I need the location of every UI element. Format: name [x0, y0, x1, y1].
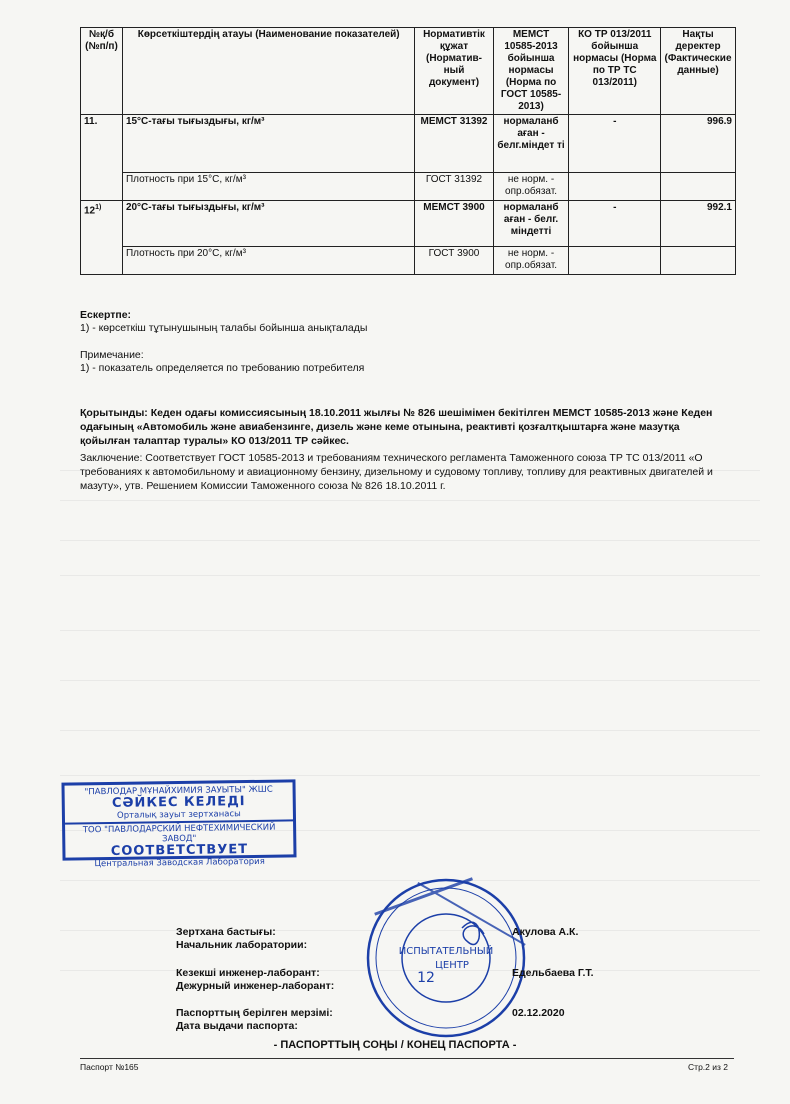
row-name-ru: Плотность при 15°С, кг/м³ [122, 173, 414, 201]
stamp-line-lab-kz: Орталық зауыт зертханасы [116, 809, 241, 821]
row-norm-kz: нормаланб аған - белг. міндетті [493, 201, 569, 247]
testing-center-round-stamp [364, 876, 528, 1040]
row-actual-value: 992.1 [661, 201, 736, 247]
issue-date-value: 02.12.2020 [512, 1007, 565, 1019]
stamp-line-conforms-ru: СООТВЕТСТВУЕТ [110, 842, 249, 859]
stamp-line-conforms-kz: СӘЙКЕС КЕЛЕДІ [111, 794, 246, 811]
row-trts-norm: - [569, 201, 661, 247]
notes-ru-text: 1) - показатель определяется по требованию потребителя [80, 362, 365, 374]
issue-date-label-kz: Паспорттың берілген мерзімі: [176, 1007, 333, 1019]
svg-text:12: 12 [417, 970, 435, 986]
col-header-name: Көрсеткіштердің атауы (Наименование показателей) [122, 28, 414, 115]
issue-date-label [176, 1007, 333, 1033]
notes-ru-title: Примечание: [80, 349, 144, 361]
passport-number: Паспорт №165 [80, 1062, 139, 1072]
row-trts-norm: - [569, 115, 661, 173]
table-row [81, 115, 736, 173]
row-norm-ru: не норм. - опр.обязат. [493, 173, 569, 201]
row-norm-ru: не норм. - опр.обязат. [493, 247, 569, 275]
engineer-label-kz: Кезекші инженер-лаборант: [176, 967, 320, 979]
footer-divider [80, 1058, 734, 1059]
row-actual-value: 996.9 [661, 115, 736, 173]
conclusion-kz: Қорытынды: Кеден одағы комиссиясының 18.10.2011 жылғы № 826 шешімімен бекітілген МЕМСТ 10585-2013 және Кеден одағының «Автомобиль және авиабензинге, дизель және кеме отынына, реактивті қозғалтқыштарға және мазутқа қойылған талаптар туралы» КО 013/2011 ТР сәйкес. [80, 407, 713, 447]
engineer-label-ru: Дежурный инженер-лаборант: [176, 980, 335, 992]
specs-table [80, 27, 736, 275]
notes-kz-text: 1) - көрсеткіш тұтынушының талабы бойынша анықталады [80, 322, 368, 334]
row-name-ru: Плотность при 20°С, кг/м³ [122, 247, 414, 275]
col-header-trts-norm: КО ТР 013/2011 бойынша нормасы (Норма по ТР ТС 013/2011) [569, 28, 661, 115]
passport-end-title: - ПАСПОРТТЫҢ СОҢЫ / КОНЕЦ ПАСПОРТА - [273, 1039, 517, 1051]
row-name-kz: 15°С-тағы тығыздығы, кг/м³ [122, 115, 414, 173]
table-row [81, 247, 736, 275]
row-number: 12$^{1)}$ [81, 201, 123, 275]
conclusion-ru: Заключение: Соответствует ГОСТ 10585-2013 и требованиям технического регламента Таможенного союза ТР ТС 013/2011 «О требованиях к автомобильному и авиационному бензину, дизельному и судовому топливу, топливу для реактивных двигателей и мазуту», утв. Решением Комиссии Таможенного союза № 826 18.10.2011 г. [80, 452, 713, 492]
lab-head-label [176, 926, 307, 952]
svg-text:ЦЕНТР: ЦЕНТР [435, 960, 469, 971]
row-doc-kz: МЕМСТ 31392 [415, 115, 493, 173]
row-number: 11. [81, 115, 123, 201]
col-header-actual: Нақты деректер (Фактические данные) [661, 28, 736, 115]
conformity-stamp [61, 779, 296, 870]
notes-kz-title: Ескертпе: [80, 309, 132, 321]
row-doc-ru: ГОСТ 3900 [415, 247, 493, 275]
col-header-norm-doc: Нормативтік құжат (Норматив-ный документ) [415, 28, 493, 115]
engineer-name: Едельбаева Г.Т. [512, 967, 594, 979]
row-doc-kz: МЕМСТ 3900 [415, 201, 493, 247]
lab-head-name: Акулова А.К. [512, 926, 579, 938]
stamp-line-lab-ru: Центральная Заводская Лаборатория [94, 856, 265, 870]
row-norm-kz: нормаланб аған - белг.міндет ті [493, 115, 569, 173]
svg-text:ИСПЫТАТЕЛЬНЫЙ: ИСПЫТАТЕЛЬНЫЙ [398, 946, 494, 957]
page-number: Стр.2 из 2 [688, 1062, 728, 1072]
stamp-line-company-kz: "ПАВЛОДАР МҰНАЙХИМИЯ ЗАУЫТЫ" ЖШС [84, 784, 273, 798]
lab-head-label-ru: Начальник лаборатории: [176, 939, 308, 951]
row-doc-ru: ГОСТ 31392 [415, 173, 493, 201]
table-row [81, 201, 736, 247]
issue-date-label-ru: Дата выдачи паспорта: [176, 1020, 298, 1032]
notes-kz [80, 309, 367, 335]
lab-head-label-kz: Зертхана бастығы: [176, 926, 276, 938]
table-row [81, 173, 736, 201]
engineer-label [176, 967, 334, 993]
stamp-line-company-ru: ТОО "ПАВЛОДАРСКИЙ НЕФТЕХИМИЧЕСКИЙ ЗАВОД" [82, 822, 276, 845]
col-header-gost-norm: МЕМСТ 10585-2013 бойынша нормасы (Норма по ГОСТ 10585-2013) [493, 28, 569, 115]
notes-ru [80, 349, 364, 375]
col-header-num: №қ/б (№п/п) [81, 28, 123, 115]
row-name-kz: 20°С-тағы тығыздығы, кг/м³ [122, 201, 414, 247]
table-header-row [81, 28, 736, 115]
